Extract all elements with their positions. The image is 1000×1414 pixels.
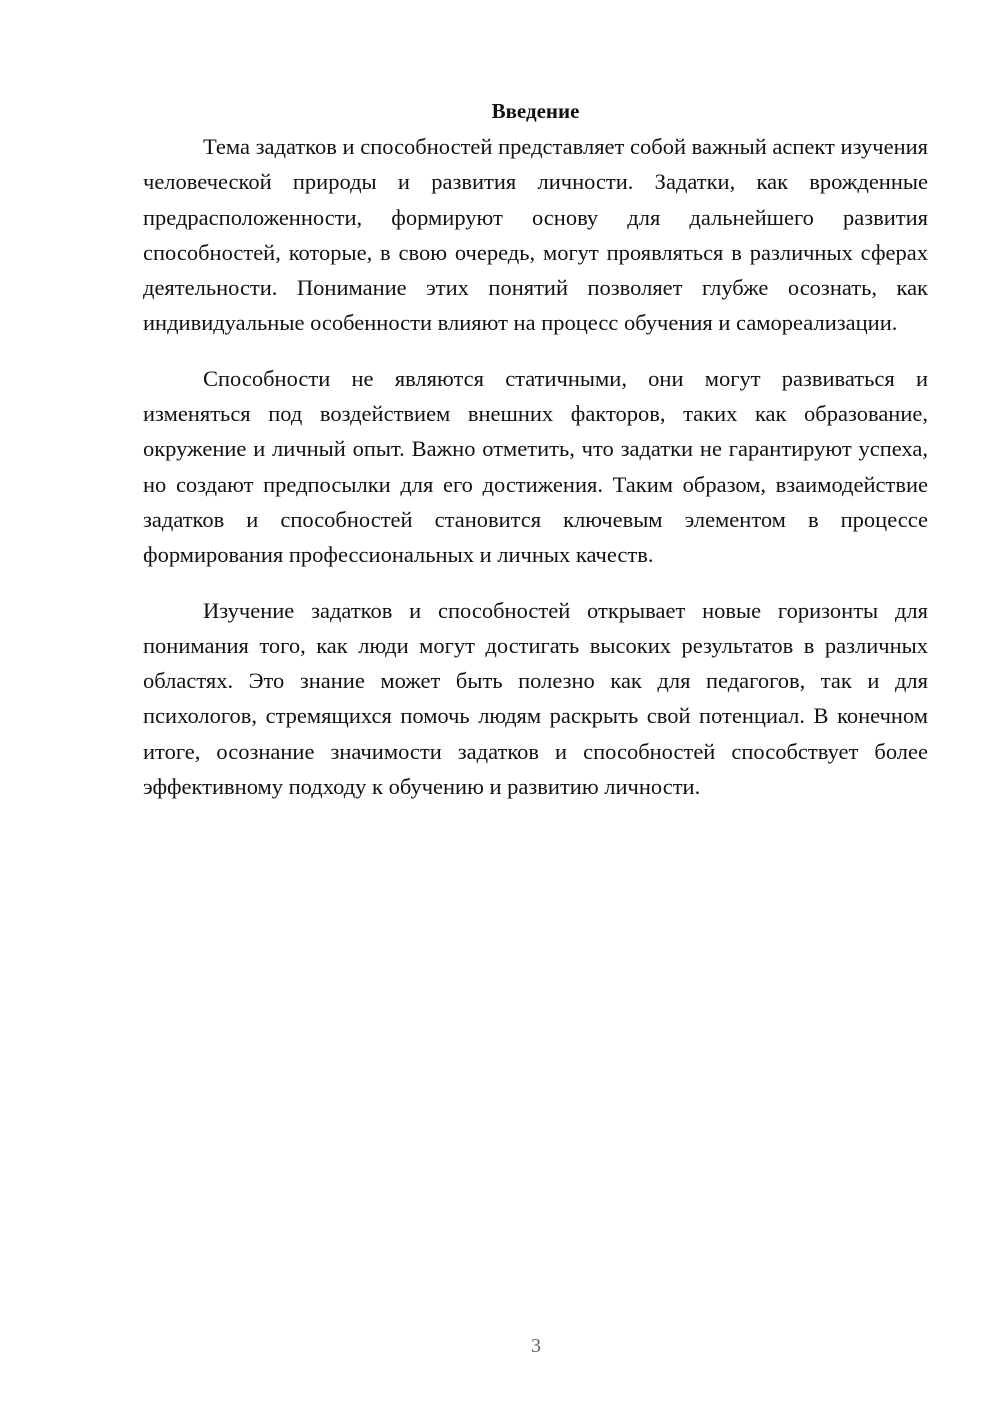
paragraph-1: Тема задатков и способностей представляет собой важный аспект изучения человеческой природы и развития личности. Задатки, как врожденные предрасположенности, формируют основу для дальнейшего развития способностей, которые, в свою очередь, могут проявляться в различных сферах деятельности. Понимание этих понятий позволяет глубже осознать, как индивидуальные особенности влияют на процесс обучения и самореализации.: [143, 134, 928, 336]
page-number: 3: [531, 1335, 541, 1357]
paragraph-2: Способности не являются статичными, они могут развиваться и изменяться под воздействием внешних факторов, таких как образование, окружение и личный опыт. Важно отметить, что задатки не гарантируют успеха, но создают предпосылки для его достижения. Таким образом, взаимодействие задатков и способностей становится ключевым элементом в процессе формирования профессиональных и личных качеств.: [143, 365, 928, 568]
page-content: [143, 94, 928, 804]
section-heading: Введение: [491, 99, 580, 123]
paragraph-3: Изучение задатков и способностей открывает новые горизонты для понимания того, как люди могут достигать высоких результатов в различных областях. Это знание может быть полезно как для педагогов, так и для психологов, стремящихся помочь людям раскрыть свой потенциал. В конечном итоге, осознание значимости задатков и способностей способствует более эффективному подходу к обучению и развитию личности.: [143, 597, 928, 800]
